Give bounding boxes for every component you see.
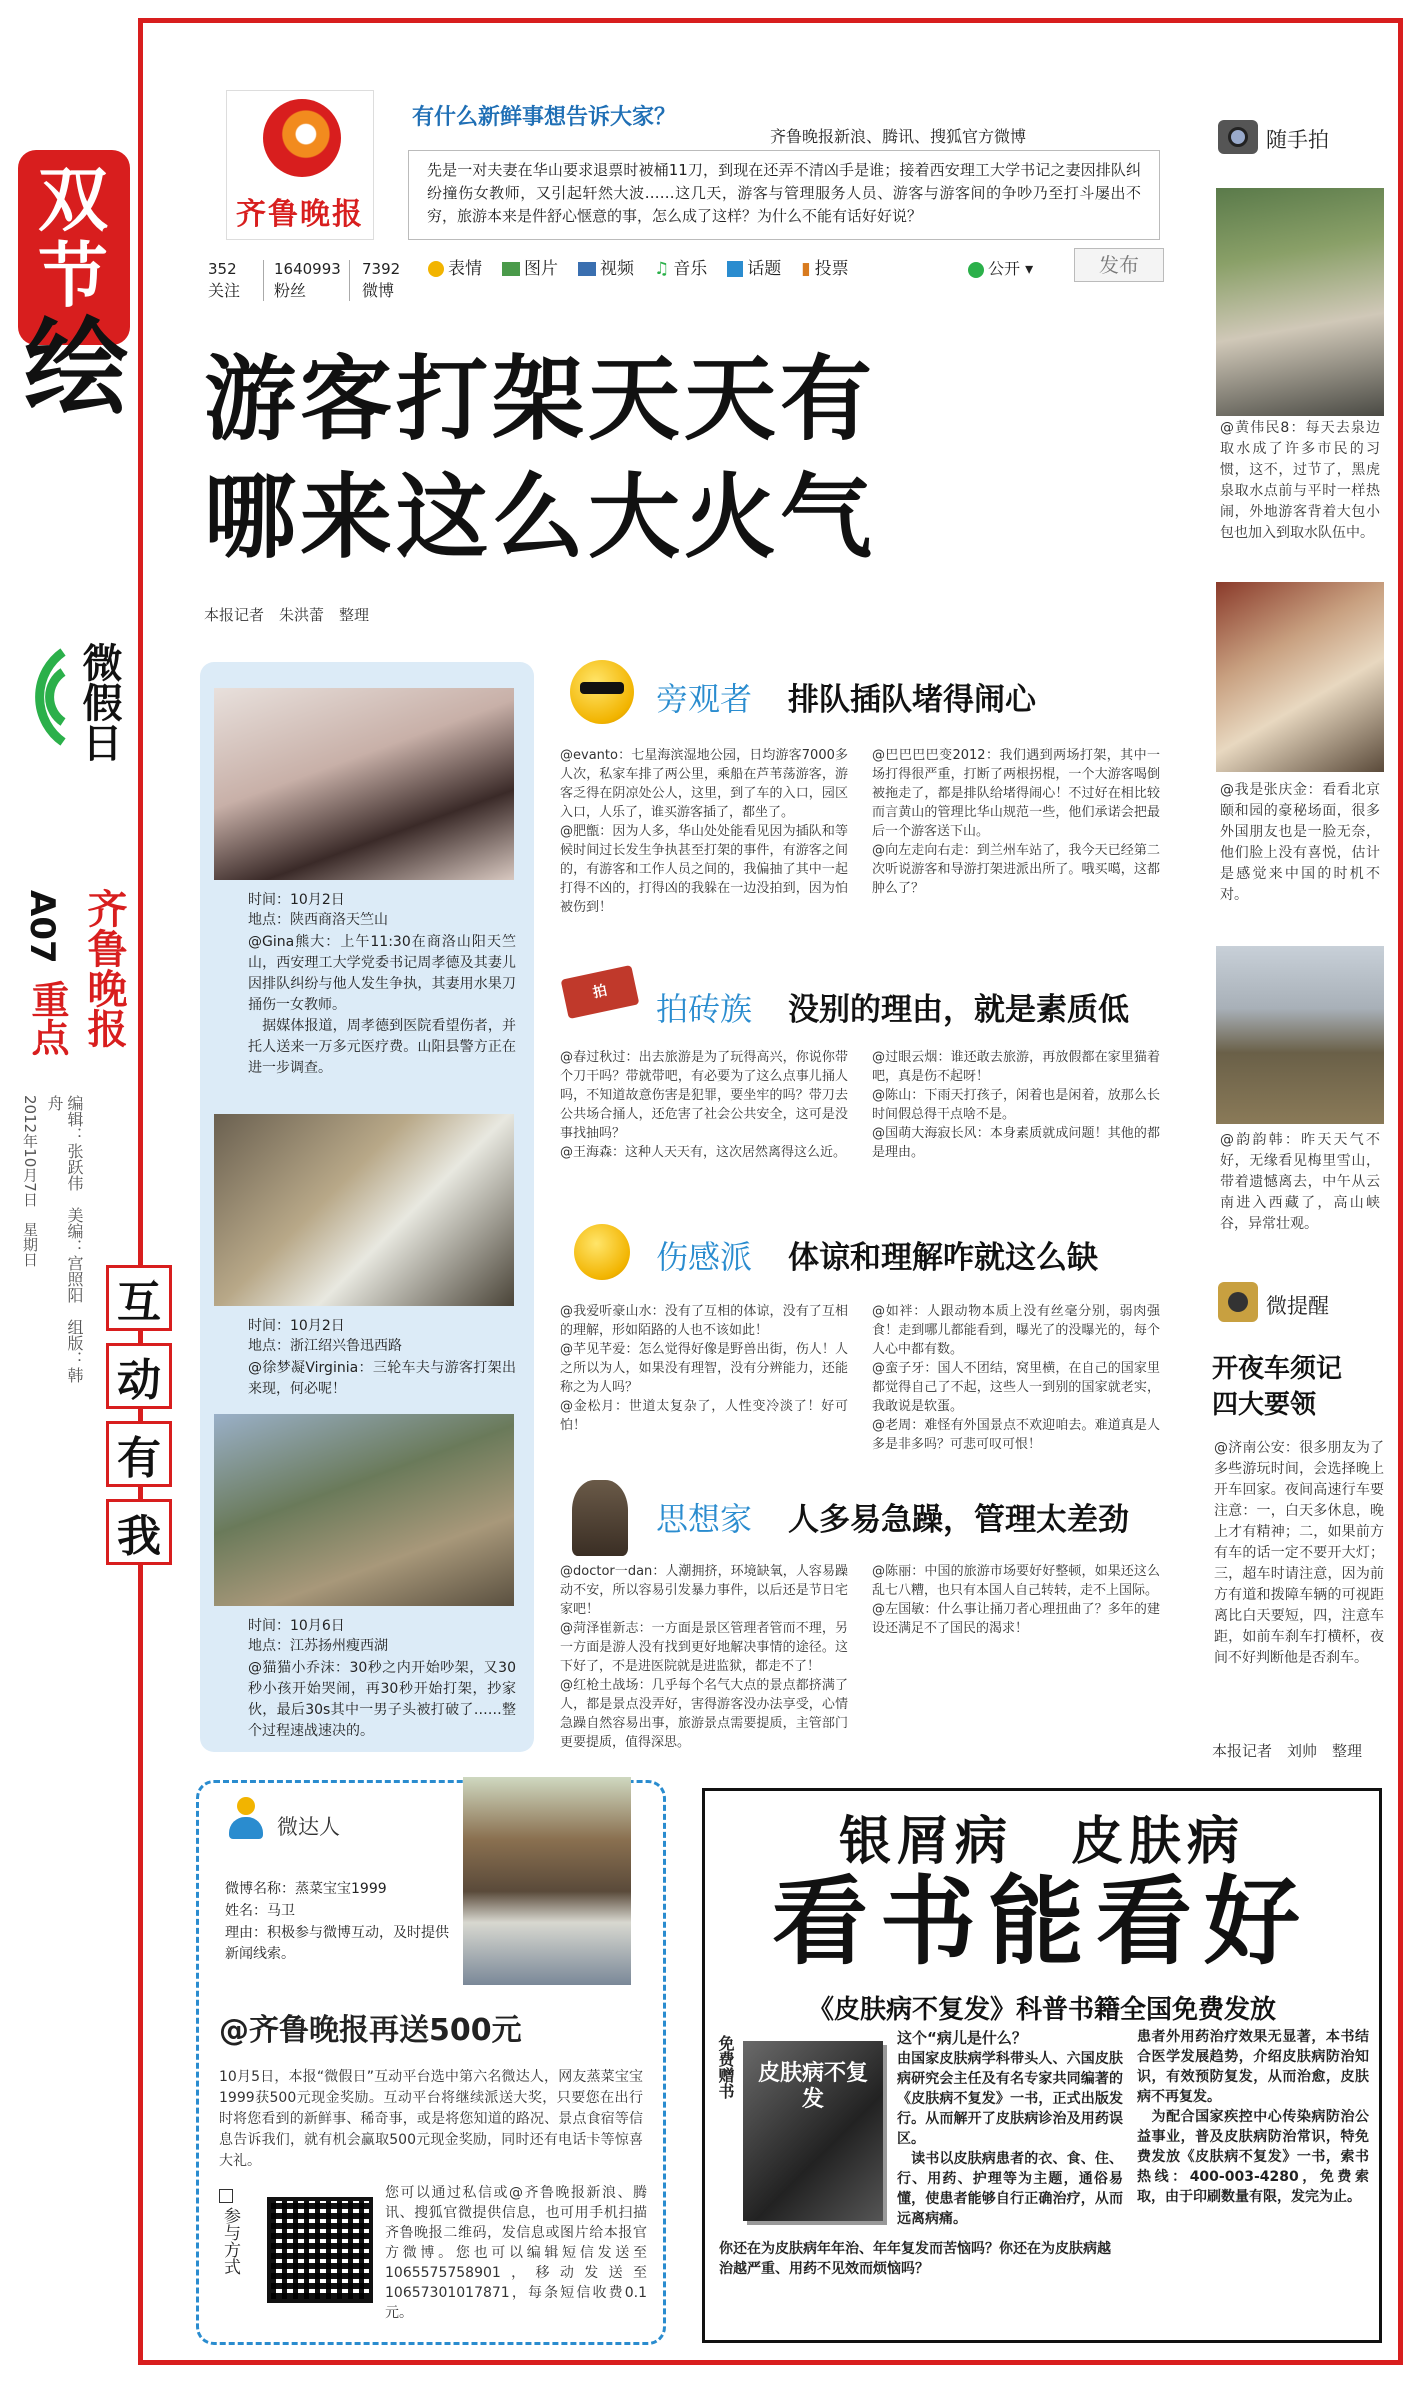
stat-num: 1640993 xyxy=(274,260,341,278)
photo-1-time: 时间：10月2日 xyxy=(248,892,345,908)
ad-line1: 银屑病 皮肤病 xyxy=(838,1812,1245,1872)
stat-num: 7392 xyxy=(362,260,401,278)
camera-icon xyxy=(1218,120,1258,154)
music-icon: ♫ xyxy=(654,259,670,279)
wifi-icon xyxy=(18,642,68,752)
headline-line2: 哪来这么大火气 xyxy=(204,464,877,571)
image-icon xyxy=(502,262,520,276)
weibo-platforms: 齐鲁晚报新浪、腾讯、搜狐官方微博 xyxy=(770,127,1027,146)
observer-tag: 旁观者 xyxy=(656,680,753,718)
daren-name: 微博名称：蒸菜宝宝1999 xyxy=(225,1881,387,1897)
badge-char-1: 双 xyxy=(38,159,108,241)
bar-chart-icon: ▮ xyxy=(801,259,811,279)
brick-icon: 拍 xyxy=(561,965,640,1019)
join-text: 您可以通过私信或@齐鲁晚报新浪、腾讯、搜狐官微提供信息，也可用手机扫描齐鲁晚报二维码，发信息或图片给本报官方微博。您也可以编辑短信发送至1065575758901，移动发送至10657301017871，每条短信收费0.1元。 xyxy=(385,2185,647,2321)
weijiari-text: 微假日 xyxy=(76,642,122,762)
right-byline: 本报记者 刘帅 整理 xyxy=(1212,1742,1363,1760)
critic-tag: 拍砖族 xyxy=(656,990,753,1028)
public-dropdown[interactable] xyxy=(968,256,1033,279)
snap-photo-1 xyxy=(1216,188,1384,416)
photo-2 xyxy=(214,1114,514,1306)
photo-2-text: @徐梦凝Virginia：三轮车夫与游客打架出来现，何必呢！ xyxy=(248,1360,516,1397)
critic-left: @春过秋过：出去旅游是为了玩得高兴，你说你带个刀干吗？带就带吧，有必要为了这么点事儿捅人吗，不知道故意伤害是犯罪，要坐牢的吗？带刀去公共场合捅人，还危害了社会公共安全，这可是没事找抽吗？ @王海森：这种人天天有，这次居然离得这么近。 xyxy=(560,1050,848,1160)
sentimental-title: 体谅和理解咋就这么缺 xyxy=(788,1240,1098,1276)
observer-right: @巴巴巴巴变2012：我们遇到两场打架，其中一场打得很严重，打断了两根拐棍，一个大游客喝倒被拖走了，都是排队给堵得闹心！不过好在相比较而言黄山的管理比华山规范一些，他们承诺会把最后一个游客送下山。 @向左走向右走：到兰州车站了，我今天已经第二次听说游客和导游打架进派出所了。哦买噶，这都肿么了？ xyxy=(872,748,1160,896)
photo-2-time: 时间：10月2日 xyxy=(248,1318,345,1334)
tool-label: 图片 xyxy=(524,259,558,279)
tool-label: 话题 xyxy=(747,259,782,279)
ad-line2: 看书能看好 xyxy=(772,1866,1312,1978)
stat-follow[interactable] xyxy=(208,260,264,301)
ad-box xyxy=(702,1788,1382,2343)
daren-title: 微达人 xyxy=(277,1815,340,1839)
headline-byline: 本报记者 朱洪蕾 整理 xyxy=(204,606,370,624)
daren-photo xyxy=(463,1777,631,1985)
interact-char-4: 我 xyxy=(106,1499,172,1565)
section-thinker xyxy=(560,1480,1172,1760)
ad-free-label: 免费赠书 xyxy=(716,2035,735,2099)
thinker-title: 人多易急躁，管理太差劲 xyxy=(788,1502,1129,1538)
date-info: 2012年10月7日 星期日 xyxy=(21,1095,39,1267)
photo-3-time: 时间：10月6日 xyxy=(248,1618,345,1634)
thinker-right: @陈丽：中国的旅游市场要好好整顿，如果还这么乱七八糟，也只有本国人自己转转，走不上国际。 @左国敏：什么事让捅刀者心理扭曲了？多年的建设还满足不了国民的渴求！ xyxy=(872,1564,1160,1636)
photo-1-place: 地点：陕西商洛天竺山 xyxy=(248,912,388,928)
photo-3 xyxy=(214,1414,514,1606)
snap-caption-1: @黄伟民8：每天去泉边取水成了许多市民的习惯，这不，过节了，黑虎泉取水点前与平时一样热闹，外地游客背着大包小包也加入到取水队伍中。 xyxy=(1220,420,1380,541)
sentimental-tag: 伤感派 xyxy=(656,1238,753,1276)
join-label: 参与方式 xyxy=(220,2207,240,2275)
stat-fans[interactable] xyxy=(264,260,350,301)
headline-line1: 游客打架天天有 xyxy=(204,346,877,453)
critic-title: 没别的理由，就是素质低 xyxy=(788,992,1129,1028)
tool-video[interactable] xyxy=(578,254,634,279)
ad-book-cover xyxy=(743,2041,883,2221)
weibo-toolbar xyxy=(428,254,849,279)
photo-1 xyxy=(214,688,514,880)
sentimental-right: @如袢：人跟动物本质上没有丝毫分别，弱肉强食！走到哪儿都能看到，曝光了的没曝光的，每个人心中都有数。 @蛮子牙：国人不团结，窝里横，在自己的国家里都觉得自己了不起，这些人一到别的国家就老实，我敢说是软蛋。 @老周：难怪有外国景点不欢迎咱去。难道真是人多是非多吗？可悲可叹可恨！ xyxy=(872,1304,1160,1452)
thinker-statue-icon xyxy=(572,1480,628,1556)
snap-caption-2: @我是张庆金：看看北京颐和园的豪秘场面，很多外国朋友也是一脸无奈，他们脸上没有喜悦，估计是感觉来中国的时机不对。 xyxy=(1220,782,1380,903)
section-sentimental xyxy=(560,1218,1172,1468)
ad-line3: 《皮肤病不复发》科普书籍全国免费发放 xyxy=(807,1995,1276,2025)
daren-headline: @齐鲁晚报再送500元 xyxy=(219,2013,522,2048)
weibo-intro-box xyxy=(408,150,1160,240)
remind-head-1: 开夜车须记 xyxy=(1212,1354,1343,1384)
badge-char-3: 绘 xyxy=(24,306,129,429)
weibo-intro-text: 先是一对夫妻在华山要求退票时被桶11刀，到现在还弄不清凶手是谁；接着西安理工大学书记之妻因排队纠纷撞伤女教师，又引起轩然大波……这几天，游客与管理服务人员、游客与游客间的争吵乃至打斗屡出不穷，旅游本来是件舒心惬意的事，怎么成了这样？为什么不能有话好好说？ xyxy=(427,161,1141,225)
speaker-icon xyxy=(1218,1282,1258,1322)
tool-label: 视频 xyxy=(600,259,634,279)
observer-left: @evanto：七星海滨湿地公园，日均游客7000多人次，私家车排了两公里，乘船在芦苇荡游客，游客乏得在阴凉处公人，这里，到了车的入口，园区入口，人乐了，谁买游客插了，都坐了。 @肥甑：因为人多，华山处处能看见因为插队和等候时间过长发生争执甚至打架的事件，有游客之间的，有游客和工作人员之间的，我偏抽了其中一起打得不凶的，打得凶的我躲在一边没拍到，因为怕被伤到！ xyxy=(560,748,848,915)
photo-3-place: 地点：江苏扬州瘦西湖 xyxy=(248,1638,388,1654)
logo-text: 齐鲁晚报 xyxy=(236,197,364,232)
stat-num: 352 xyxy=(208,260,237,278)
tool-label: 投票 xyxy=(814,259,849,279)
weibo-prompt: 有什么新鲜事想告诉大家？ xyxy=(412,105,677,130)
tool-vote[interactable] xyxy=(801,254,848,279)
section-critic xyxy=(560,968,1172,1228)
ad-col1: 由国家皮肤病学科带头人、六国皮肤病研究会主任及有名专家共同编著的《皮肤病不复发》一书，正式出版发行。从而解开了皮肤病诊治及用药误区。 读书以皮肤病患者的衣、食、住、行、用药、护理等为主题，通俗易懂，使患者能够自行正确治疗，从而远离病痛。 xyxy=(897,2051,1123,2227)
badge-char-2: 节 xyxy=(38,235,108,317)
globe-icon xyxy=(968,262,984,278)
person-icon xyxy=(227,1797,265,1841)
snap-photo-3 xyxy=(1216,946,1384,1124)
snap-title: 随手拍 xyxy=(1266,128,1329,152)
photo-1-text: @Gina熊大：上午11:30在商洛山阳天竺山，西安理工大学党委书记周孝德及其妻儿因排队纠纷与他人发生争执，其妻用水果刀捅伤一女教师。 据媒体报道，周孝德到医院看望伤者，并托人送来一万多元医疗费。山阳县警方正在进一步调查。 xyxy=(248,934,516,1076)
snap-caption-3: @韵韵韩：昨天天气不好，无缘看见梅里雪山，带着遗憾离去，中午从云南进入西藏了，高山峡谷，异常壮观。 xyxy=(1220,1132,1380,1232)
section-label: 重点 xyxy=(25,980,69,1056)
remind-text: @济南公安：很多朋友为了多些游玩时间，会选择晚上开车回家。夜间高速行车要注意：一，白天多休息，晚上才有精神；二，如果前方有车的话一定不要开大灯；三，超车时请注意，因为前方有道和拨障车辆的可视距离比白天要短，四，注意车距，如前车刹车打横杯，夜间不好判断他是否刹车。 xyxy=(1214,1440,1384,1666)
interact-char-1: 互 xyxy=(106,1265,172,1331)
interact-boxes xyxy=(106,1265,172,1565)
qr-code-icon xyxy=(267,2197,373,2303)
ad-col2: 患者外用药治疗效果无显著，本书结合医学发展趋势，介绍皮肤病防治知识，有效预防复发，从而治愈，皮肤病不再复发。 为配合国家疾控中心传染病防治公益事业，普及皮肤病防治常识，特免费发放《皮肤病不复发》一书，索书热线：400-003-4280，免费索取，由于印刷数量有限，发完为止。 xyxy=(1137,2029,1369,2205)
ad-col1-head: 这个“病儿是什么？ xyxy=(897,2029,1027,2047)
tool-image[interactable] xyxy=(502,254,558,279)
daren-box xyxy=(196,1780,666,2345)
weibo-stats xyxy=(208,260,410,301)
stat-label: 关注 xyxy=(208,281,241,300)
public-label: 公开 xyxy=(988,259,1021,278)
remind-title: 微提醒 xyxy=(1266,1294,1329,1318)
ad-book-title: 皮肤病不复发 xyxy=(757,2061,868,2112)
observer-title: 排队插队堵得闹心 xyxy=(788,682,1036,718)
ad-bottom-note: 你还在为皮肤病年年治、年年复发而苦恼吗？你还在为皮肤病越治越严重、用药不见效而烦恼吗？ xyxy=(719,2241,1111,2277)
join-checkbox[interactable] xyxy=(219,2189,233,2203)
daren-real: 姓名：马卫 xyxy=(225,1903,295,1919)
thinker-left: @doctor一dan：人潮拥挤，环境缺氧，人容易躁动不安，所以容易引发暴力事件，以后还是节日宅家吧！ @菏泽崔新志：一方面是景区管理者管而不理，另一方面是游人没有找到更好地解决事情的途径。这下好了，不是进医院就是进监狱，都走不了！ @红枪土战场：几乎每个名气大点的景点都挤满了人，都是景点没弄好，害得游客没办法享受，心情急躁自然容易出事，旅游景点需要提质，主管部门更要提质，值得深思。 xyxy=(560,1564,848,1750)
photo-3-text: @猫猫小乔沫：30秒之内开始吵架，又30秒小孩开始哭闹，再30秒开始打架，抄家伙，最后30s其中一男子头被打破了……整个过程速战速决的。 xyxy=(248,1660,516,1739)
thinker-tag: 思想家 xyxy=(656,1500,753,1538)
interact-char-3: 有 xyxy=(106,1421,172,1487)
section-observer xyxy=(560,660,1172,960)
chevron-down-icon: ▾ xyxy=(1020,259,1034,278)
sentimental-left: @我爱听豪山水：没有了互相的体谅，没有了互相的理解，形如陌路的人也不该如此！ @芊见芊爱：怎么觉得好像是野兽出街，伤人！人之所以为人，如果没有理智，没有分辨能力，还能称之为人吗？ @金松月：世道太复杂了，人性变冷淡了！好可怕！ xyxy=(560,1304,848,1433)
tool-topic[interactable] xyxy=(727,254,781,279)
festival-badge xyxy=(18,98,134,429)
photo-column xyxy=(200,662,534,1752)
tool-music[interactable] xyxy=(654,254,707,279)
paper-name-vertical: 齐鲁晚报 xyxy=(81,888,128,1048)
topic-icon xyxy=(727,261,743,277)
critic-right: @过眼云烟：谁还敢去旅游，再放假都在家里猫着吧，真是伤不起呀！ @陈山：下雨天打孩子，闲着也是闲着，放那么长时间假总得干点啥不是。 @国萌大海寂长风：本身素质就成问题！其他的都是理由。 xyxy=(872,1050,1160,1160)
snap-photo-2 xyxy=(1216,582,1384,772)
interact-char-2: 动 xyxy=(106,1343,172,1409)
video-icon xyxy=(578,262,596,276)
tool-emoji[interactable] xyxy=(428,254,482,279)
right-column xyxy=(1212,120,1388,1770)
page-number: A07 xyxy=(22,890,62,964)
stat-label: 粉丝 xyxy=(274,281,307,300)
sunglasses-face-icon xyxy=(570,660,634,724)
photo-2-place: 地点：浙江绍兴鲁迅西路 xyxy=(248,1338,402,1354)
daren-body: 10月5日，本报“微假日”互动平台选中第六名微达人，网友蒸菜宝宝1999获500元现金奖励。互动平台将继续派送大奖，只要您在出行时将您看到的新鲜事、稀奇事，或是将您知道的路况、景点食宿等信息告诉我们，就有机会赢取500元现金奖励，同时还有电话卡等惊喜大礼。 xyxy=(219,2069,643,2169)
sad-face-icon xyxy=(574,1224,630,1280)
stat-label: 微博 xyxy=(362,281,395,300)
editors-info: 编辑：张跃伟 美编：宫照阳 组版：韩舟 xyxy=(45,1095,84,1383)
smiley-icon xyxy=(428,261,444,277)
logo-circle-icon xyxy=(263,99,341,177)
remind-head-2: 四大要领 xyxy=(1212,1390,1317,1420)
publish-button[interactable]: 发布 xyxy=(1074,248,1164,282)
weijiari-logo xyxy=(18,642,133,822)
tool-label: 表情 xyxy=(448,259,482,279)
stat-weibo[interactable] xyxy=(350,260,410,301)
tool-label: 音乐 xyxy=(673,259,708,279)
paper-logo xyxy=(226,90,374,240)
daren-reason: 理由：积极参与微博互动，及时提供新闻线索。 xyxy=(225,1925,449,1962)
